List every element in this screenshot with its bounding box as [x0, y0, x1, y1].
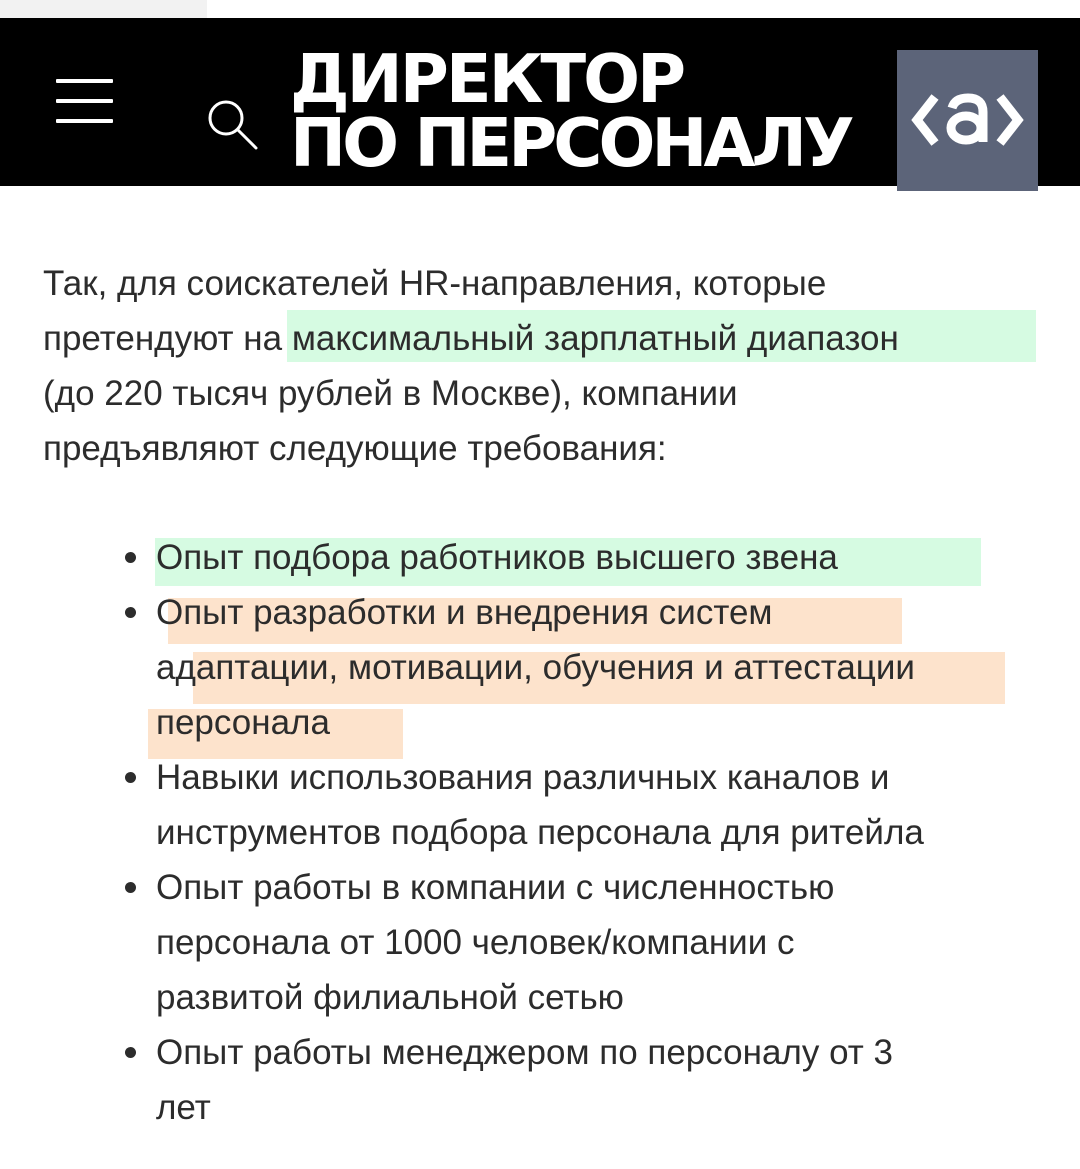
hamburger-menu-icon[interactable] — [56, 79, 113, 123]
list-item: Опыт работы в компании с численностью — [156, 868, 835, 907]
logo-line-2: ПО ПЕРСОНАЛУ — [290, 104, 851, 182]
list-bullet — [125, 552, 136, 563]
list-bullet — [125, 882, 136, 893]
intro-line: претендуют на максимальный зарплатный диапазон — [43, 319, 899, 358]
brand-at-icon — [897, 50, 1038, 191]
intro-line: предъявляют следующие требования: — [43, 429, 667, 468]
top-strip — [0, 0, 1080, 18]
site-logo[interactable] — [290, 40, 851, 182]
list-bullet — [125, 772, 136, 783]
list-item-continuation: адаптации, мотивации, обучения и аттестации — [156, 648, 915, 687]
list-item: Опыт работы менеджером по персоналу от 3 — [156, 1033, 893, 1072]
site-header — [0, 18, 1080, 186]
brand-badge[interactable] — [897, 50, 1038, 191]
intro-line: (до 220 тысяч рублей в Москве), компании — [43, 374, 738, 413]
list-bullet — [125, 1047, 136, 1058]
intro-line: Так, для соискателей HR-направления, которые — [43, 264, 827, 303]
top-strip-segment — [0, 0, 207, 18]
list-item-continuation: инструментов подбора персонала для ритейла — [156, 813, 924, 852]
list-item: Навыки использования различных каналов и — [156, 758, 890, 797]
list-item-continuation: лет — [156, 1088, 211, 1127]
list-item-continuation: персонала — [156, 703, 330, 742]
list-item-continuation: персонала от 1000 человек/компании с — [156, 923, 795, 962]
list-item: Опыт разработки и внедрения систем — [156, 593, 773, 632]
list-item: Опыт подбора работников высшего звена — [156, 538, 838, 577]
search-icon[interactable] — [204, 96, 260, 152]
article-intro — [43, 256, 1043, 476]
list-item-continuation: развитой филиальной сетью — [156, 978, 624, 1017]
logo-line-1: ДИРЕКТОР — [290, 40, 684, 118]
list-bullet — [125, 607, 136, 618]
